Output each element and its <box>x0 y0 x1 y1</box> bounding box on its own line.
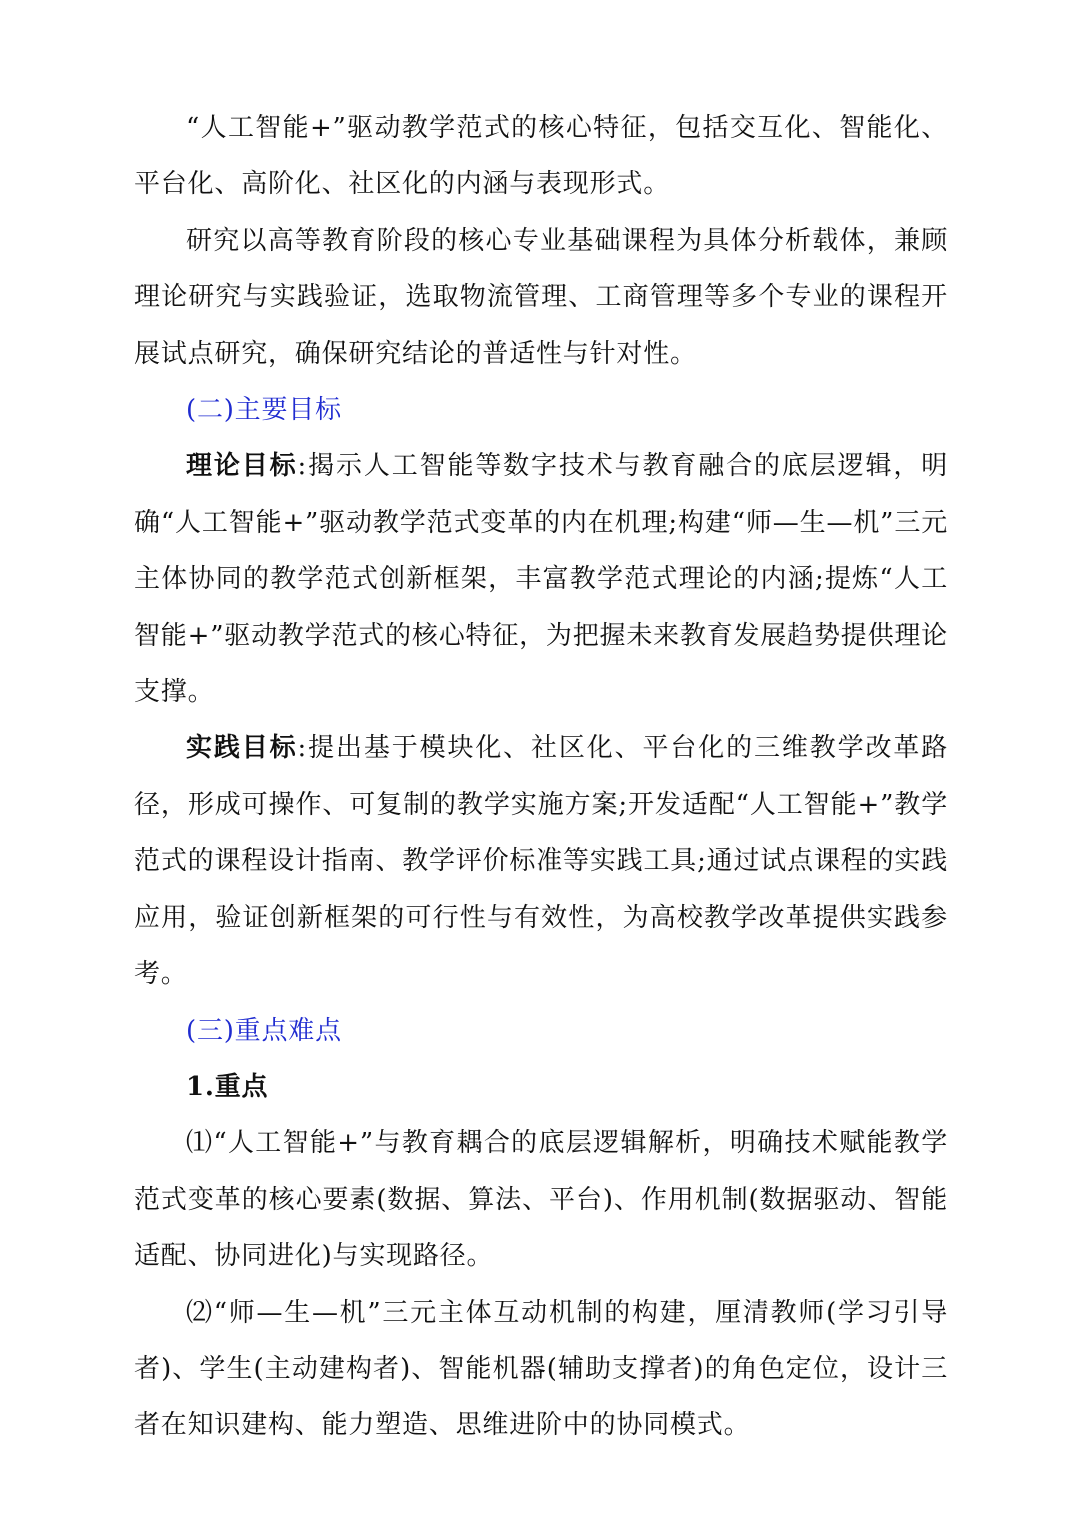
practice-goal-text: :提出基于模块化、社区化、平台化的三维教学改革路径，形成可操作、可复制的教学实施方案;开发适配“人工智能+”教学范式的课程设计指南、教学评价标准等实践工具;通过试点课程的实践应用，验证创新框架的可行性与有效性，为高校教学改革提供实践参考。 <box>134 733 949 990</box>
list-item-key-point-1: ⑴“人工智能+”与教育耦合的底层逻辑解析，明确技术赋能教学范式变革的核心要素(数据、算法、平台)、作用机制(数据驱动、智能适配、协同进化)与实现路径。 <box>134 1128 948 1272</box>
list-item-key-point-2: ⑵“师—生—机”三元主体互动机制的构建，厘清教师(学习引导者)、学生(主动建构者)、智能机器(辅助支撑者)的角色定位，设计三者在知识建构、能力塑造、思维进阶中的协同模式。 <box>134 1297 948 1441</box>
document-page <box>134 100 948 1454</box>
theory-goal-label: 理论目标 <box>186 451 298 482</box>
paragraph-theory-goal <box>134 438 948 720</box>
paragraph-core-features: “人工智能+”驱动教学范式的核心特征，包括交互化、智能化、平台化、高阶化、社区化的内涵与表现形式。 <box>134 113 948 200</box>
paragraph-research-carrier: 研究以高等教育阶段的核心专业基础课程为具体分析载体，兼顾理论研究与实践验证，选取物流管理、工商管理等多个专业的课程开展试点研究，确保研究结论的普适性与针对性。 <box>134 225 948 369</box>
paragraph-practice-goal <box>134 720 948 1002</box>
section-heading-main-goals: (二)主要目标 <box>186 395 342 426</box>
section-heading-key-difficulties: (三)重点难点 <box>186 1015 342 1046</box>
practice-goal-label: 实践目标 <box>186 733 298 764</box>
theory-goal-text: :揭示人工智能等数字技术与教育融合的底层逻辑，明确“人工智能+”驱动教学范式变革的内在机理;构建“师—生—机”三元主体协同的教学范式创新框架，丰富教学范式理论的内涵;提炼“人工智能+”驱动教学范式的核心特征，为把握未来教育发展趋势提供理论支撑。 <box>134 451 949 708</box>
subheading-key-points: 1.重点 <box>186 1071 269 1102</box>
